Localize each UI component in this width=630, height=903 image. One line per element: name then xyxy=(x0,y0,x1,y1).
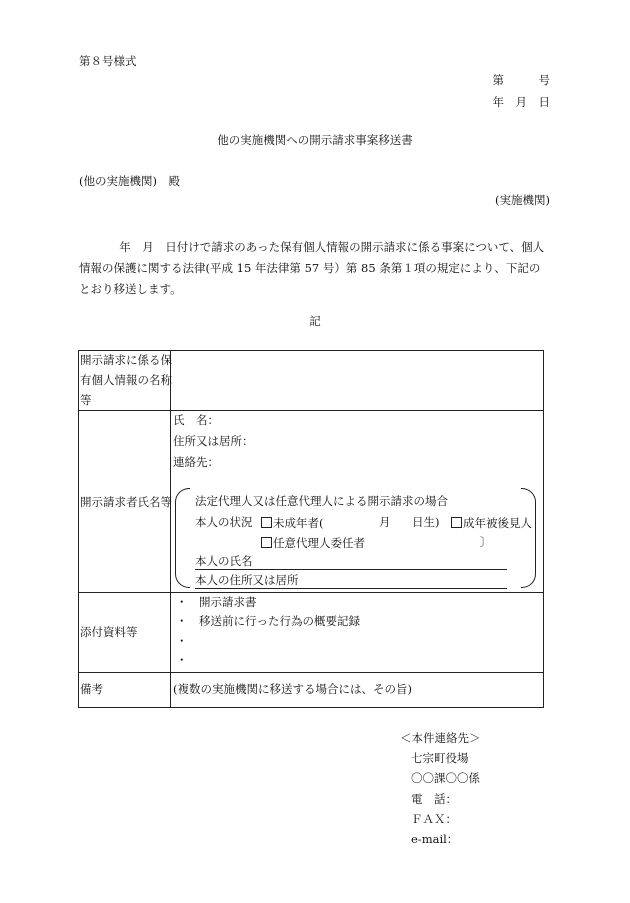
agent-minor-option xyxy=(261,517,324,530)
document-date: 年 月 日 xyxy=(492,95,550,109)
table-divider xyxy=(78,592,544,593)
addressee: (他の実施機関) 殿 xyxy=(79,174,180,188)
row4-label: 備考 xyxy=(80,682,103,696)
row1-label-line: 開示請求に係る保 xyxy=(80,353,172,367)
requester-contact-label: 連絡先： xyxy=(173,455,219,469)
agent-ward-option xyxy=(451,517,532,530)
agent-close-bracket: 〕 xyxy=(480,535,492,549)
person-name-label: 本人の氏名 xyxy=(195,554,253,568)
form-number: 第８号様式 xyxy=(79,54,137,68)
table-border-right xyxy=(543,350,544,708)
checkbox-icon xyxy=(261,517,272,528)
agent-birth: 日生) xyxy=(412,515,440,529)
row3-label: 添付資料等 xyxy=(80,625,138,639)
agent-proxy-label: 任意代理人委任者 xyxy=(273,536,365,550)
attachment-item: ・ xyxy=(176,653,188,667)
table-divider xyxy=(78,672,544,673)
body-paragraph: 年 月 日付けで請求のあった保有個人情報の開示請求に係る事案について、個人情報の保護に関する法律(平成 15 年法律第 57 号）第 85 条第１項の規定により、下記のとおり移送します。 xyxy=(79,240,545,296)
row2-label: 開示請求者氏名等 xyxy=(80,495,172,509)
agent-bracket-right xyxy=(521,488,536,588)
table-column-divider xyxy=(170,350,171,708)
table-border-left xyxy=(78,350,79,708)
contact-tel: 電 話： xyxy=(411,792,457,806)
person-address-label: 本人の住所又は居所 xyxy=(195,573,299,587)
contact-fax: ＦＡＸ： xyxy=(411,812,457,826)
contact-email: e-mail： xyxy=(411,832,459,846)
agent-heading: 法定代理人又は任意代理人による開示請求の場合 xyxy=(195,494,448,508)
document-number: 第 号 xyxy=(492,73,550,87)
sender: (実施機関) xyxy=(495,193,550,207)
table-divider xyxy=(78,410,544,411)
checkbox-icon xyxy=(261,537,272,548)
row1-label-line: 有個人情報の名称 xyxy=(80,373,172,387)
requester-address-label: 住所又は居所： xyxy=(173,434,254,448)
attachment-item: ・ xyxy=(176,634,188,648)
person-name-underline xyxy=(195,569,507,570)
attachment-item: ・ 開示請求書 xyxy=(176,595,257,609)
row4-value: (複数の実施機関に移送する場合には、その旨) xyxy=(173,682,412,696)
row1-label-line: 等 xyxy=(80,393,92,407)
contact-office: 七宗町役場 xyxy=(411,751,469,765)
ki-heading: 記 xyxy=(309,314,321,328)
table-border-bottom xyxy=(78,707,544,708)
requester-name-label: 氏 名： xyxy=(173,413,219,427)
agent-minor-label: 未成年者( xyxy=(273,516,324,530)
table-border-top xyxy=(78,350,544,351)
document-title: 他の実施機関への開示請求事案移送書 xyxy=(217,133,413,147)
contact-dept: 〇〇課〇〇係 xyxy=(411,771,480,785)
agent-bracket-left xyxy=(175,488,190,588)
checkbox-icon xyxy=(451,517,462,528)
person-address-underline xyxy=(195,588,507,589)
agent-status-label: 本人の状況 xyxy=(195,515,253,529)
agent-month: 月 xyxy=(379,515,391,529)
agent-proxy-option xyxy=(261,537,365,550)
contact-heading: ＜本件連絡先＞ xyxy=(400,731,481,745)
agent-ward-label: 成年被後見人 xyxy=(463,516,532,530)
attachment-item: ・ 移送前に行った行為の概要記録 xyxy=(176,614,360,628)
